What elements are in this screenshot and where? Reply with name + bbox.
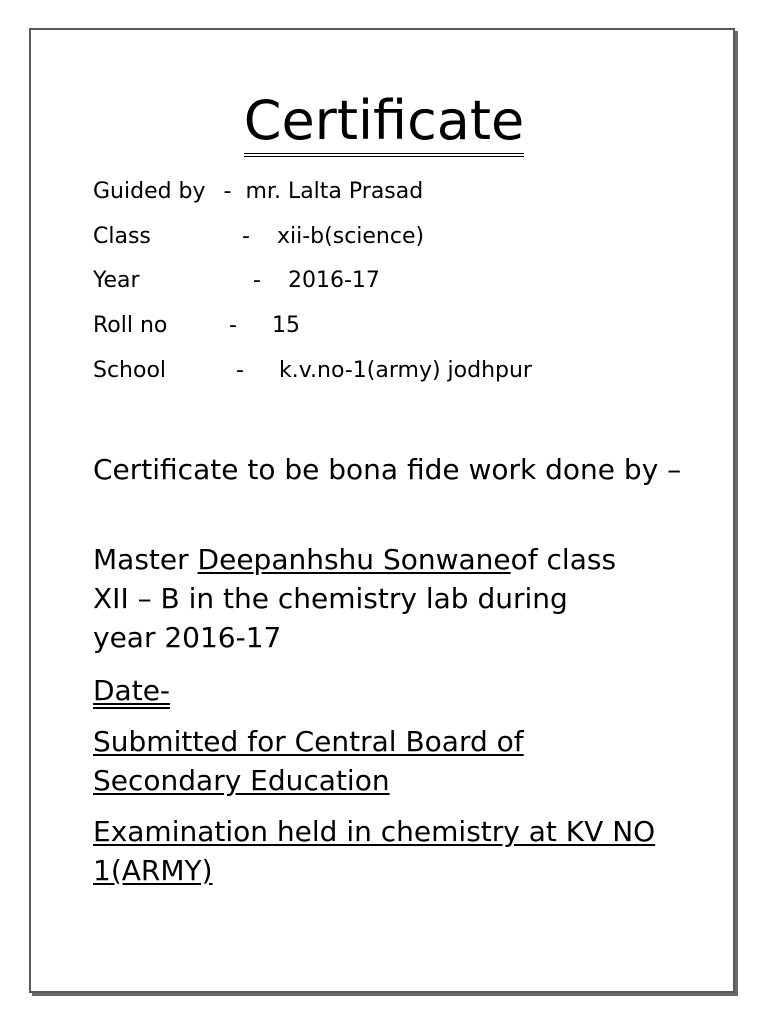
year-label: Year (93, 268, 140, 293)
guided-value: mr. Lalta Prasad (245, 179, 424, 204)
student-statement (93, 540, 633, 657)
separator: - (236, 358, 244, 383)
separator: - (253, 268, 261, 293)
school-value: k.v.no-1(army) jodhpur (279, 358, 532, 383)
separator: - (223, 179, 232, 204)
class-label: Class (93, 224, 151, 249)
info-row-year (93, 267, 380, 295)
info-row-roll (93, 312, 300, 340)
roll-label: Roll no (93, 313, 168, 338)
master-suffix: of class XII – B in the chemistry lab during year 2016-17 (93, 543, 617, 654)
info-row-class (93, 223, 424, 251)
certificate-title-row (0, 86, 768, 157)
separator: - (242, 224, 250, 249)
examination-text: Examination held in chemistry at KV NO 1(ARMY) (93, 815, 656, 887)
submitted-row (93, 722, 593, 800)
date-row (93, 671, 693, 710)
year-value: 2016-17 (288, 268, 380, 293)
examination-row (93, 812, 683, 890)
date-label: Date- (93, 674, 171, 707)
info-row-school (93, 357, 532, 385)
master-prefix: Master (93, 543, 198, 576)
bona-fide-statement: Certificate to be bona fide work done by – (93, 453, 682, 486)
school-label: School (93, 358, 167, 383)
roll-value: 15 (272, 313, 300, 338)
certificate-title: Certificate (244, 91, 525, 157)
separator: - (229, 313, 237, 338)
submitted-text: Submitted for Central Board of Secondary Education (93, 725, 524, 797)
student-name: Deepanhshu Sonwane (197, 543, 511, 576)
info-row-guided (93, 178, 423, 206)
guided-label: Guided by (93, 179, 206, 204)
class-value: xii-b(science) (277, 224, 425, 249)
